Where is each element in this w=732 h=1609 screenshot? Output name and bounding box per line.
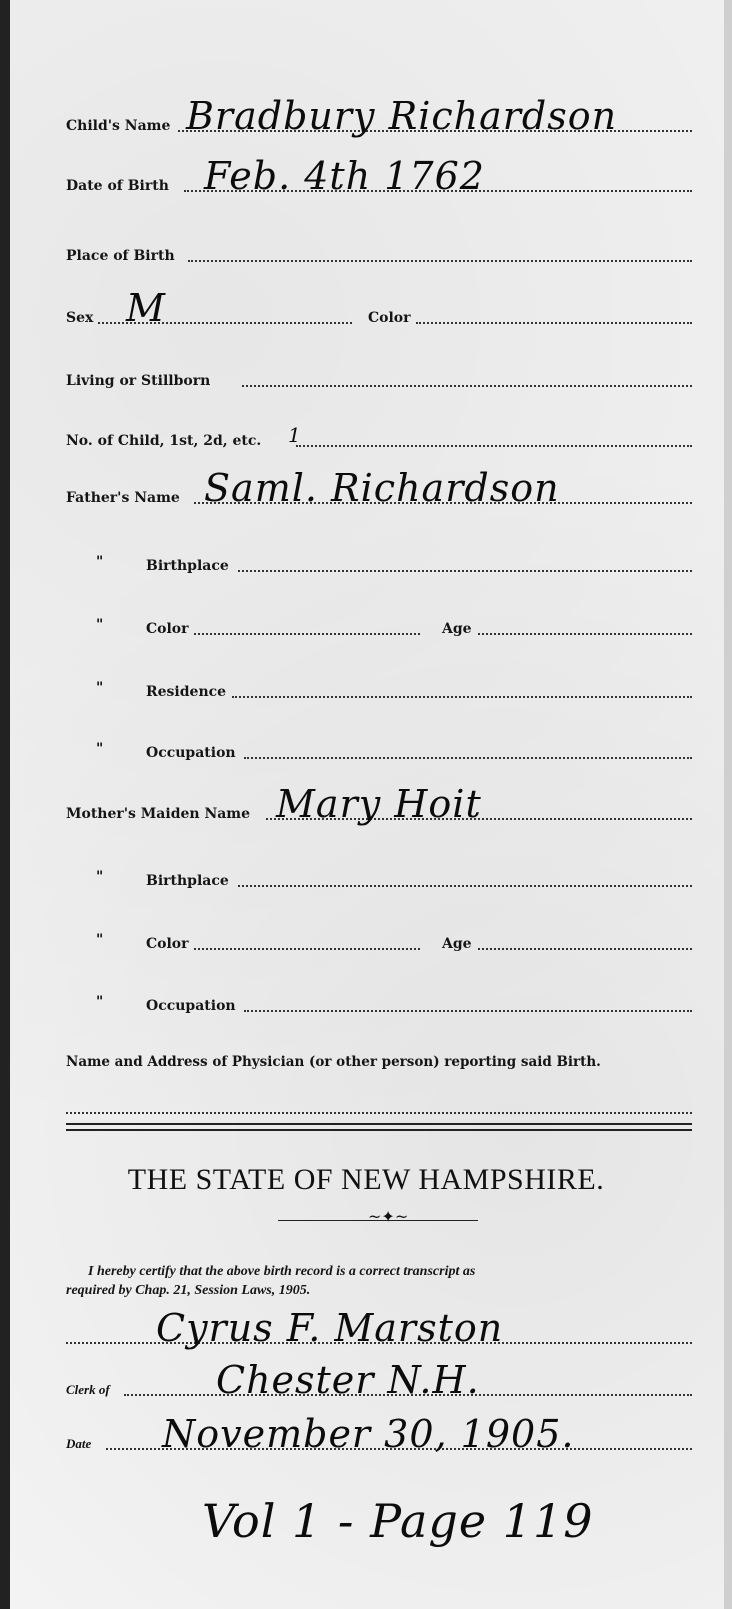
ditto-mark: " <box>96 932 104 948</box>
certification-text <box>66 1262 692 1300</box>
living-label: Living or Stillborn <box>66 373 211 389</box>
scan-edge-left <box>0 0 10 1609</box>
certification-line-1: I hereby certify that the above birth record is a correct transcript as <box>88 1264 476 1279</box>
mothers-name-label: Mother's Maiden Name <box>66 806 251 822</box>
certificate-date-value: November 30, 1905. <box>162 1412 575 1456</box>
father-residence-label: Residence <box>146 684 227 700</box>
ditto-mark: " <box>96 869 104 885</box>
color-label: Color <box>368 310 411 326</box>
sex-value: M <box>126 286 166 330</box>
mother-birthplace-row <box>66 855 692 895</box>
father-occupation-label: Occupation <box>146 745 236 761</box>
mother-occupation-label: Occupation <box>146 998 236 1014</box>
living-line <box>242 385 692 387</box>
mother-birthplace-line <box>238 885 692 887</box>
place-of-birth-label: Place of Birth <box>66 248 175 264</box>
child-number-value: 1 <box>288 423 302 447</box>
mother-occupation-line <box>244 1010 692 1012</box>
father-color-line <box>194 633 420 635</box>
childs-name-value: Bradbury Richardson <box>186 94 618 138</box>
date-of-birth-row <box>66 154 692 200</box>
clerk-of-value: Chester N.H. <box>216 1358 480 1402</box>
father-birthplace-label: Birthplace <box>146 558 229 574</box>
mother-birthplace-label: Birthplace <box>146 873 229 889</box>
childs-name-label: Child's Name <box>66 118 171 134</box>
section-divider <box>66 1123 692 1131</box>
state-title: THE STATE OF NEW HAMPSHIRE. <box>127 1163 605 1196</box>
volume-note-row <box>66 1490 692 1550</box>
mother-occupation-row <box>66 980 692 1020</box>
fathers-name-label: Father's Name <box>66 490 180 506</box>
volume-note: Vol 1 - Page 119 <box>202 1494 594 1548</box>
ditto-mark: " <box>96 994 104 1010</box>
date-of-birth-value: Feb. 4th 1762 <box>204 154 485 198</box>
father-occupation-line <box>244 757 692 759</box>
sex-color-row <box>66 286 692 332</box>
fathers-name-row <box>66 466 692 512</box>
father-age-label: Age <box>442 621 472 637</box>
certification-line-2: required by Chap. 21, Session Laws, 1905. <box>66 1283 311 1298</box>
mother-color-line <box>194 948 420 950</box>
ornament-divider: ~✦~ <box>278 1213 478 1227</box>
physician-label: Name and Address of Physician (or other person) reporting said Birth. <box>66 1054 601 1070</box>
father-residence-line <box>232 696 692 698</box>
mother-color-label: Color <box>146 936 189 952</box>
child-number-label: No. of Child, 1st, 2d, etc. <box>66 433 262 449</box>
place-of-birth-line <box>188 260 692 262</box>
fathers-name-value: Saml. Richardson <box>204 466 560 510</box>
color-line <box>416 322 692 324</box>
father-occupation-row <box>66 727 692 767</box>
clerk-signature-row <box>66 1306 692 1352</box>
mother-age-label: Age <box>442 936 472 952</box>
living-row <box>66 355 692 395</box>
father-birthplace-row <box>66 540 692 580</box>
sex-label: Sex <box>66 310 94 326</box>
mothers-name-row <box>66 782 692 828</box>
ditto-mark: " <box>96 680 104 696</box>
place-of-birth-row <box>66 230 692 270</box>
clerk-of-label: Clerk of <box>66 1382 110 1397</box>
certificate-date-row <box>66 1412 692 1458</box>
father-color-age-row <box>66 603 692 643</box>
ditto-mark: " <box>96 554 104 570</box>
ditto-mark: " <box>96 617 104 633</box>
clerk-of-row <box>66 1358 692 1404</box>
date-of-birth-label: Date of Birth <box>66 178 169 194</box>
mothers-name-value: Mary Hoit <box>276 782 482 826</box>
father-birthplace-line <box>238 570 692 572</box>
father-age-line <box>478 633 692 635</box>
child-number-line <box>296 445 692 447</box>
father-residence-row <box>66 666 692 706</box>
physician-line <box>66 1112 692 1114</box>
ditto-mark: " <box>96 741 104 757</box>
child-number-row <box>66 415 692 455</box>
physician-row <box>66 1036 692 1076</box>
scan-edge-right <box>724 0 732 1609</box>
physician-entry-row <box>66 1082 692 1122</box>
clerk-signature: Cyrus F. Marston <box>156 1306 504 1350</box>
mother-age-line <box>478 948 692 950</box>
father-color-label: Color <box>146 621 189 637</box>
mother-color-age-row <box>66 918 692 958</box>
certificate-date-label: Date <box>66 1436 92 1451</box>
childs-name-row <box>66 94 692 140</box>
